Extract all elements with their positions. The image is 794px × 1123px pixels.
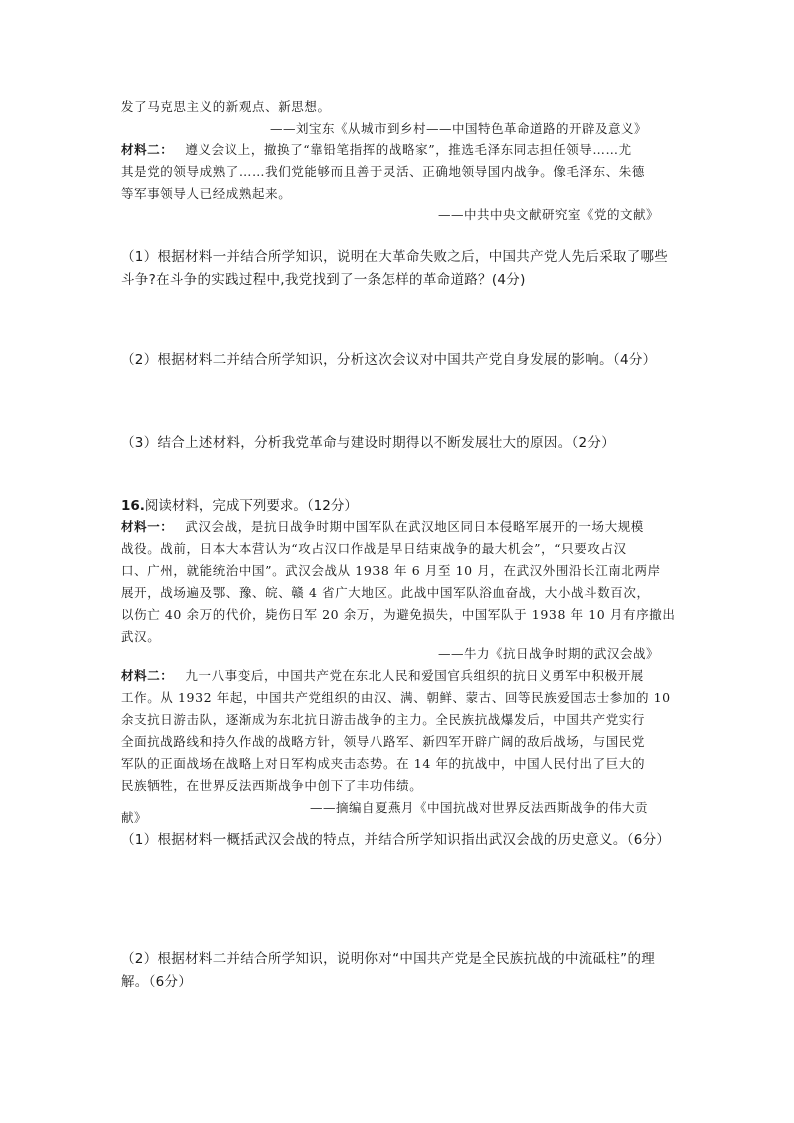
q16-material2-line1 <box>121 666 644 684</box>
q15-material1-source: ——刘宝东《从城市到乡村——中国特色革命道路的开辟及意义》 <box>270 121 648 136</box>
q16-question1: （1）根据材料一概括武汉会战的特点，并结合所学知识指出武汉会战的历史意义。（6分） <box>121 832 671 848</box>
q16-question2-line1: （2）根据材料二并结合所学知识，说明你对“中国共产党是全民族抗战的中流砥柱”的理 <box>121 951 656 967</box>
q15-material2-source: ——中共中央文献研究室《党的文献》 <box>438 207 660 222</box>
q15-material2-line1 <box>121 140 632 158</box>
q16-material2-line5: 军队的正面战场在战略上对日军构成夹击态势。在 14 年的抗战中，中国人民付出了巨大的 <box>121 756 646 771</box>
q16-material1-line1 <box>121 517 644 535</box>
q16-material2-source-line2: 献》 <box>121 810 148 825</box>
q16-material2-line6: 民族牺牲，在世界反法西斯战争中创下了丰功伟绩。 <box>121 778 423 793</box>
q16-material2-line3: 余支抗日游击队，逐渐成为东北抗日游击战争的主力。全民族抗战爆发后，中国共产党实行 <box>121 712 646 727</box>
q16-material1-line4: 展开，战场遍及鄂、豫、皖、赣 4 省广大地区。此战中国军队浴血奋战，大小战斗数百次， <box>121 585 650 600</box>
q15-material2-label: 材料二： <box>121 142 174 157</box>
q16-material2-label: 材料二： <box>121 668 174 683</box>
q15-material2-line2: 其是党的领导成熟了……我们党能够而且善于灵活、正确地领导国内战争。像毛泽东、朱德 <box>121 164 646 179</box>
q16-title <box>121 494 358 514</box>
q16-material2-line2: 工作。从 1932 年起，中国共产党组织的由汉、满、朝鲜、蒙古、回等民族爱国志士参加的 10 <box>121 690 671 705</box>
q16-material1-line5: 以伤亡 40 余万的代价，毙伤日军 20 余万，为避免损失，中国军队于 1938 年 10 月有序撤出 <box>121 607 676 622</box>
q15-question1-line1: （1）根据材料一并结合所学知识，说明在大革命失败之后，中国共产党人先后采取了哪些 <box>121 249 669 265</box>
q16-material2-text1: 九一八事变后，中国共产党在东北人民和爱国官兵组织的抗日义勇军中积极开展 <box>185 668 644 683</box>
q16-title-text: 阅读材料，完成下列要求。（12分） <box>144 498 358 514</box>
q16-material1-line3: 口、广州，就能统治中国”。武汉会战从 1938 年 6 月至 10 月，在武汉外围沿长江南北两岸 <box>121 563 661 578</box>
q15-question1-line2: 斗争?在斗争的实践过程中,我党找到了一条怎样的革命道路？(4分) <box>121 272 526 288</box>
q16-material2-source-line1: ——摘编自夏燕月《中国抗战对世界反法西斯战争的伟大贡 <box>310 800 649 815</box>
q16-material1-text1: 武汉会战，是抗日战争时期中国军队在武汉地区同日本侵略军展开的一场大规模 <box>185 519 644 534</box>
q16-material2-line4: 全面抗战路线和持久作战的战略方针，领导八路军、新四军开辟广阔的敌后战场，与国民党 <box>121 734 646 749</box>
q15-material1-tail: 发了马克思主义的新观点、新思想。 <box>121 99 331 114</box>
q16-question2-line2: 解。（6分） <box>121 974 193 990</box>
q15-material2-line3: 等军事领导人已经成熟起来。 <box>121 186 292 201</box>
q16-number: 16. <box>121 498 145 514</box>
q15-question2: （2）根据材料二并结合所学知识，分析这次会议对中国共产党自身发展的影响。（4分） <box>121 352 657 368</box>
q16-material1-label: 材料一： <box>121 519 174 534</box>
q16-material1-line6: 武汉。 <box>121 629 161 644</box>
q15-question3: （3）结合上述材料，分析我党革命与建设时期得以不断发展壮大的原因。（2分） <box>121 435 616 451</box>
q16-material1-source: ——牛力《抗日战争时期的武汉会战》 <box>438 646 660 661</box>
q16-material1-line2: 战役。战前，日本大本营认为“攻占汉口作战是早日结束战争的最大机会”，“只要攻占汉 <box>121 541 627 556</box>
q15-material2-text1: 遵义会议上，撤换了“靠铅笔指挥的战略家”，推选毛泽东同志担任领导……尤 <box>185 142 632 157</box>
